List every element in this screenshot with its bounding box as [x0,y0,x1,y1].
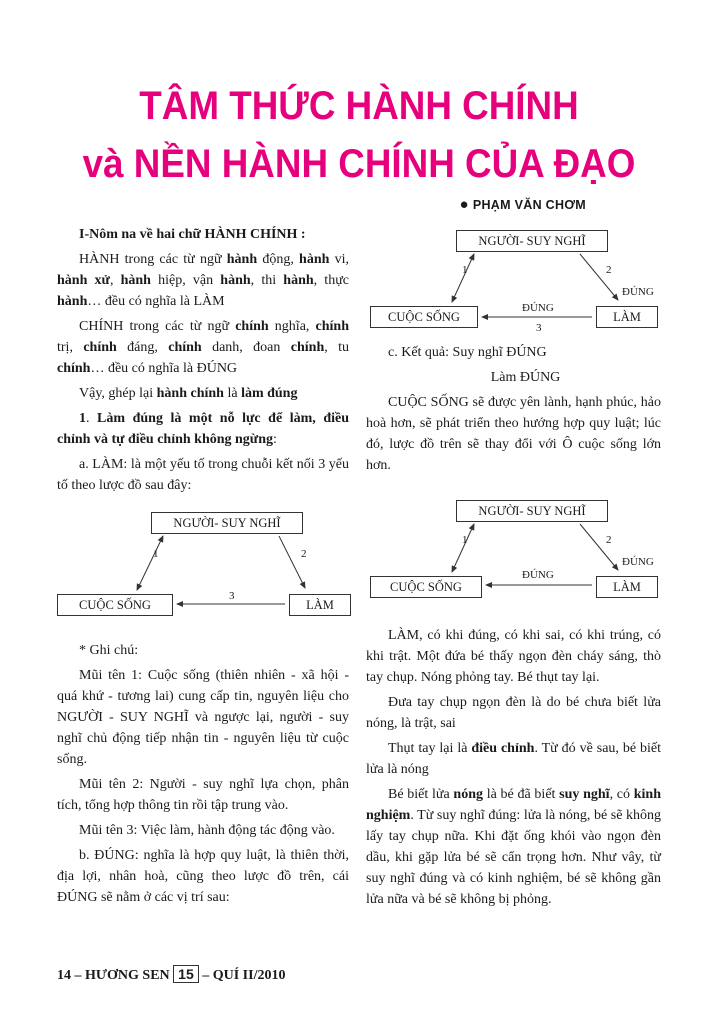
box-lam: LÀM [596,306,658,328]
left-column-notes [57,640,349,912]
box-cuoc-song: CUỘC SỐNG [370,576,482,598]
author [459,196,586,213]
paragraph-thut-tay: Thụt tay lại là điều chỉnh. Từ đó về sau, bé biết lửa là nóng [366,741,661,777]
paragraph-lam: LÀM, có khi đúng, có khi sai, có khi trúng, có khi trật. Một đứa bé thấy ngọn đèn cháy sáng, thò tay chụp. Nóng phỏng tay. Bé thụt tay lại. [366,628,661,685]
paragraph-point-1: 1. Làm đúng là một nỗ lực để làm, điều chỉnh và tự điều chỉnh không ngừng: [57,411,349,447]
notes-title: * Ghi chú: [79,643,139,658]
box-lam: LÀM [596,576,658,598]
note-arrow-3: Mũi tên 3: Việc làm, hành động tác động vào. [79,823,335,838]
arrow-2-label: 2 [301,548,307,560]
paragraph-cuoc-song: CUỘC SỐNG sẽ được yên lành, hạnh phúc, hảo hoà hơn, sẽ phát triển theo hướng hợp quy luật; lúc đó, lược đồ trên sẽ thay đổi với Ô cuộc sống lớn hơn. [366,395,661,473]
arrow-2-label: 2 [606,264,612,276]
dung-right-label: ĐÚNG [622,286,654,298]
title-line-2: và NỀN HÀNH CHÍNH CỦA ĐẠO [82,142,636,186]
left-column [57,224,349,500]
arrow-3-label: 3 [536,322,542,334]
result-line-1: c. Kết quả: Suy nghĩ ĐÚNG [388,345,547,360]
arrow-1-label: 1 [462,534,468,546]
box-cuoc-song: CUỘC SỐNG [370,306,478,328]
diagram-1 [57,508,349,620]
bullet-icon: ● [459,196,469,213]
result-line-2: Làm ĐÚNG [490,370,561,385]
arrow-1-label: 1 [462,264,468,276]
diagram-3 [370,496,662,608]
title-line-1: TÂM THỨC HÀNH CHÍNH [139,84,579,128]
box-lam: LÀM [289,594,351,616]
arrow-1-label: 1 [153,548,159,560]
right-column [366,342,661,480]
diagram-2 [370,226,662,338]
paragraph-hanh: HÀNH trong các từ ngữ hành động, hành vi, hành xử, hành hiệp, vận hành, thi hành, thực hành… đều có nghĩa là LÀM [57,252,350,309]
note-arrow-2: Mũi tên 2: Người - suy nghĩ lựa chọn, phân tích, tổng hợp thông tin rồi tập trung vào. [57,777,349,813]
note-arrow-1: Mũi tên 1: Cuộc sống (thiên nhiên - xã hội - quá khứ - tương lai) cung cấp tin, nguyên liệu cho NGƯỜI - SUY NGHĨ và ngược lại, người - suy nghĩ chủ động tiếp nhận tin - nguyên liệu từ cuộc sống. [57,668,349,767]
box-nguoi-suy-nghi: NGƯỜI- SUY NGHĨ [456,500,608,522]
section-heading: I-Nôm na về hai chữ HÀNH CHÍNH : [79,227,306,242]
paragraph-b: b. ĐÚNG: nghĩa là hợp quy luật, là thiên thời, địa lợi, nhân hoà, cũng theo lược đồ trên, cái ĐÚNG sẽ nằm ở các vị trí sau: [57,848,349,905]
right-column-bottom [366,625,661,914]
paragraph-dua-tay: Đưa tay chụp ngọn đèn là do bé chưa biết lửa nóng, là trật, sai [366,695,661,731]
arrow-3-label: 3 [229,590,235,602]
paragraph-a: a. LÀM: là một yếu tố trong chuỗi kết nối 3 yếu tố theo lược đồ sau đây: [57,457,349,493]
footer-suffix: – QUÍ II/2010 [198,968,286,983]
box-nguoi-suy-nghi: NGƯỜI- SUY NGHĨ [151,512,303,534]
paragraph-be-biet: Bé biết lửa nóng là bé đã biết suy nghĩ, có kinh nghiệm. Từ suy nghĩ đúng: lửa là nóng, bé sẽ không lấy tay chụp nữa. Khi đặt ống khói vào ngọn đèn dầu, khi gặp lửa bé sẽ cẩn trọng hơn. Như vây, từ suy nghĩ đúng và có kinh nghiệm, bé sẽ không gần lửa nữa và bé sẽ không bị phỏng. [366,787,661,907]
issue-number: 15 [173,965,199,983]
footer-prefix: 14 – HƯƠNG SEN [57,968,174,983]
dung-right-label: ĐÚNG [622,556,654,568]
arrow-2-label: 2 [606,534,612,546]
page-footer [57,965,285,984]
dung-bottom-label: ĐÚNG [522,302,554,314]
paragraph-vay: Vậy, ghép lại hành chính là làm đúng [79,386,298,401]
author-name: PHẠM VĂN CHƠM [472,198,586,212]
dung-bottom-label: ĐÚNG [522,569,554,581]
paragraph-chinh: CHÍNH trong các từ ngữ chính nghĩa, chính trị, chính đáng, chính danh, đoan chính, tu chính… đều có nghĩa là ĐÚNG [57,319,350,376]
box-nguoi-suy-nghi: NGƯỜI- SUY NGHĨ [456,230,608,252]
box-cuoc-song: CUỘC SỐNG [57,594,173,616]
